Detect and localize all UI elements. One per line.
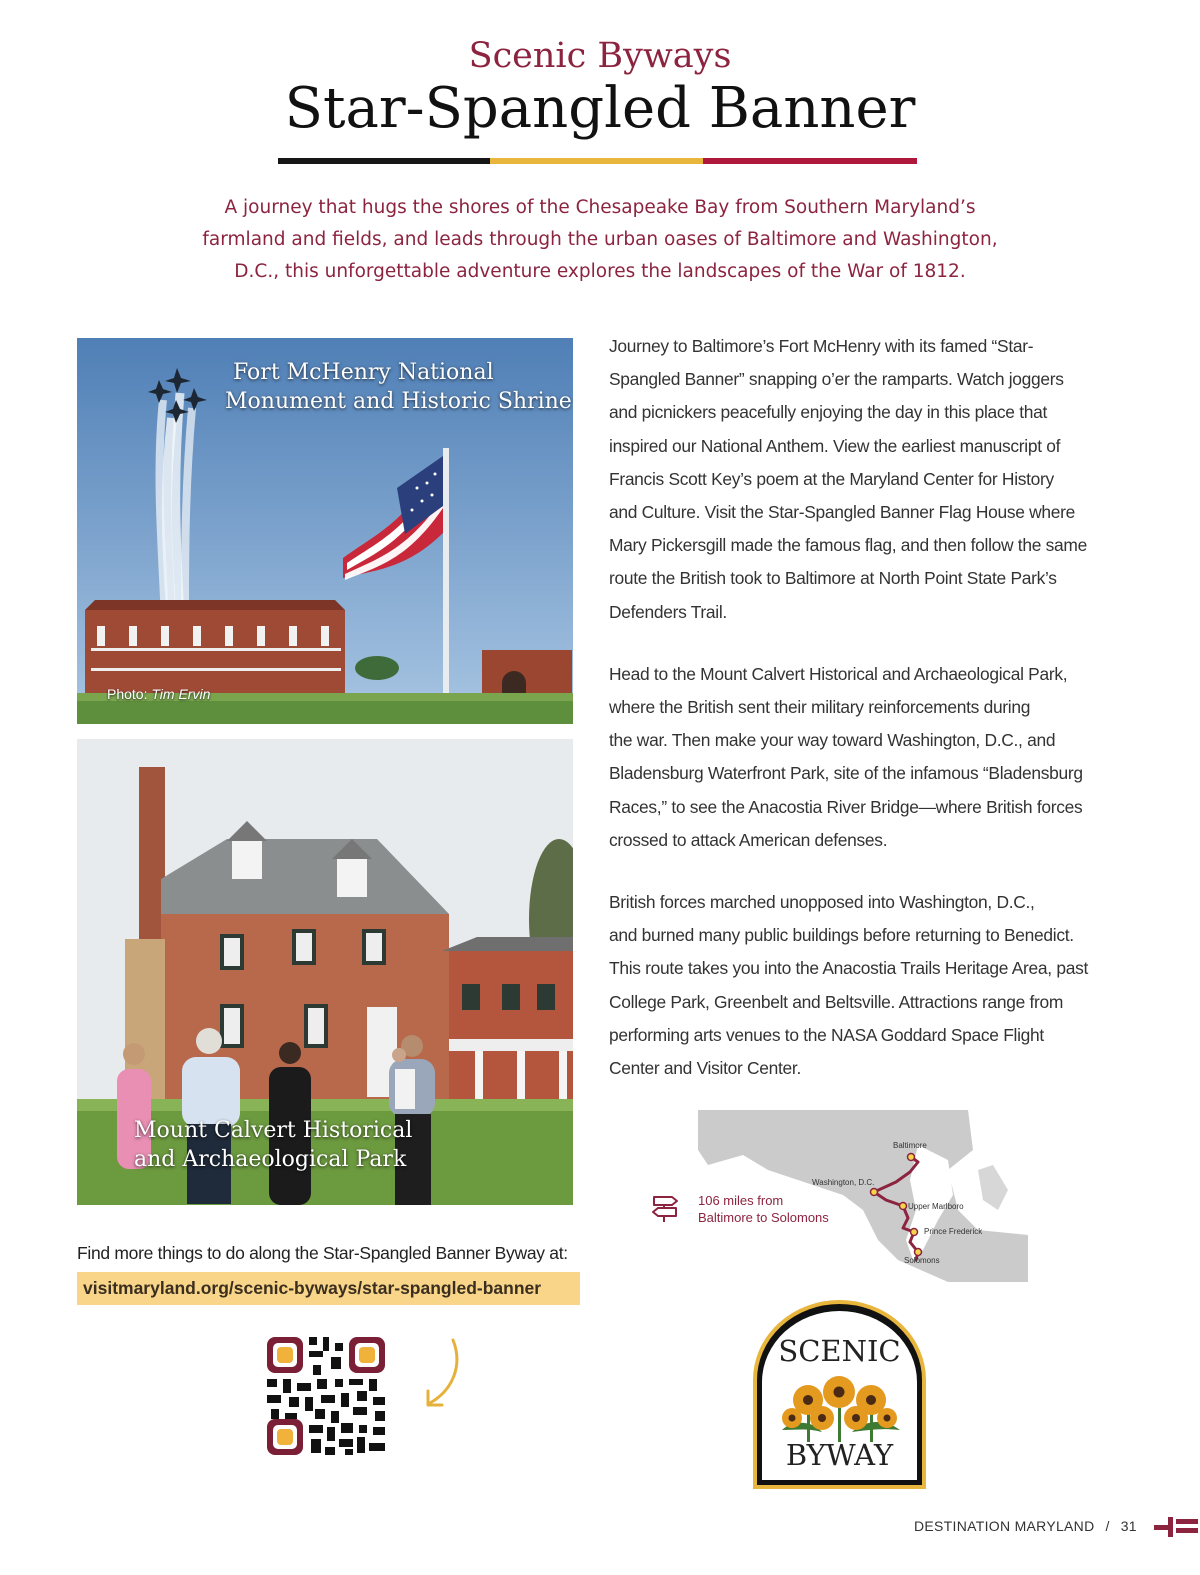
curved-arrow-icon bbox=[418, 1335, 468, 1415]
publication-name: DESTINATION MARYLAND bbox=[914, 1518, 1095, 1534]
mount-calvert-photo bbox=[77, 739, 573, 1205]
badge-label-byway: BYWAY bbox=[785, 1438, 894, 1472]
fort-caption-line: Fort McHenry National bbox=[233, 360, 494, 385]
calvert-caption-line: and Archaeological Park bbox=[134, 1147, 407, 1172]
body-line: British forces marched unopposed into Washington, D.C., bbox=[609, 892, 1035, 913]
title-rule-black bbox=[278, 158, 490, 164]
body-line: Spangled Banner” snapping o’er the ramparts. Watch joggers bbox=[609, 369, 1064, 390]
qr-code[interactable] bbox=[265, 1335, 387, 1457]
map-label-upper-marlboro: Upper Marlboro bbox=[908, 1202, 964, 1211]
body-line: the war. Then make your way toward Washington, D.C., and bbox=[609, 730, 1056, 751]
body-line: where the British sent their military reinforcements during bbox=[609, 697, 1031, 718]
body-paragraph bbox=[609, 330, 1129, 629]
body-line: Head to the Mount Calvert Historical and Archaeological Park, bbox=[609, 663, 1068, 684]
intro-line: D.C., this unforgettable adventure explores the landscapes of the War of 1812. bbox=[234, 261, 966, 282]
photo-credit bbox=[107, 686, 210, 702]
page-number: 31 bbox=[1120, 1518, 1137, 1534]
photo-credit-name: Tim Ervin bbox=[151, 686, 211, 702]
badge-label-scenic: SCENIC bbox=[778, 1334, 901, 1368]
page-title: Star-Spangled Banner bbox=[284, 76, 916, 141]
body-paragraph bbox=[609, 658, 1129, 857]
body-line: Journey to Baltimore’s Fort McHenry with its famed “Star- bbox=[609, 336, 1034, 356]
calvert-caption bbox=[134, 1116, 412, 1174]
body-line: performing arts venues to the NASA Goddard Space Flight bbox=[609, 1024, 1044, 1045]
section-kicker: Scenic Byways bbox=[468, 36, 732, 76]
fort-caption-line: Monument and Historic Shrine bbox=[225, 389, 572, 414]
body-line: Francis Scott Key’s poem at the Maryland Center for History bbox=[609, 468, 1054, 489]
body-paragraph bbox=[609, 886, 1129, 1085]
maryland-flag-icon bbox=[1154, 1515, 1198, 1539]
footer-separator: / bbox=[1105, 1518, 1110, 1534]
map-distance-line: 106 miles from bbox=[698, 1193, 784, 1208]
title-rule-red bbox=[703, 158, 917, 164]
body-line: Bladensburg Waterfront Park, site of the infamous “Bladensburg bbox=[609, 763, 1083, 784]
fort-caption bbox=[225, 358, 572, 416]
calvert-caption-line: Mount Calvert Historical bbox=[134, 1118, 413, 1143]
body-line: This route takes you into the Anacostia Trails Heritage Area, past bbox=[609, 958, 1088, 979]
body-line: and picnickers peacefully enjoying the day in this place that bbox=[609, 402, 1048, 423]
map-label-baltimore: Baltimore bbox=[893, 1141, 927, 1150]
page-footer bbox=[914, 1518, 1137, 1534]
intro-text bbox=[170, 192, 1030, 288]
intro-line: A journey that hugs the shores of the Chesapeake Bay from Southern Maryland’s bbox=[224, 197, 976, 218]
intro-line: farmland and fields, and leads through the urban oases of Baltimore and Washington, bbox=[202, 229, 998, 250]
body-line: College Park, Greenbelt and Beltsville. Attractions range from bbox=[609, 991, 1064, 1012]
map-label-solomons: Solomons bbox=[904, 1256, 940, 1265]
body-line: Races,” to see the Anacostia River Bridge—where British forces bbox=[609, 796, 1083, 817]
map-label-washington: Washington, D.C. bbox=[812, 1178, 875, 1187]
body-line: Defenders Trail. bbox=[609, 601, 727, 622]
map-distance-note bbox=[698, 1192, 829, 1226]
map-label-prince-frederick: Prince Frederick bbox=[924, 1227, 983, 1236]
signpost-icon bbox=[650, 1193, 680, 1223]
byway-url-link[interactable]: visitmaryland.org/scenic-byways/star-spangled-banner bbox=[77, 1272, 580, 1305]
find-more-text: Find more things to do along the Star-Spangled Banner Byway at: bbox=[77, 1243, 568, 1263]
photo-credit-label: Photo: bbox=[107, 686, 148, 702]
body-line: inspired our National Anthem. View the earliest manuscript of bbox=[609, 435, 1061, 456]
body-line: Center and Visitor Center. bbox=[609, 1058, 801, 1079]
fort-mchenry-photo bbox=[77, 338, 573, 724]
body-line: and burned many public buildings before returning to Benedict. bbox=[609, 925, 1074, 946]
body-line: and Culture. Visit the Star-Spangled Banner Flag House where bbox=[609, 502, 1076, 523]
title-rule-gold bbox=[490, 158, 703, 164]
body-line: crossed to attack American defenses. bbox=[609, 829, 888, 850]
map-distance-line: Baltimore to Solomons bbox=[698, 1210, 829, 1225]
body-line: route the British took to Baltimore at North Point State Park’s bbox=[609, 568, 1057, 589]
body-copy bbox=[609, 330, 1129, 1114]
body-line: Mary Pickersgill made the famous flag, and then follow the same bbox=[609, 535, 1087, 556]
